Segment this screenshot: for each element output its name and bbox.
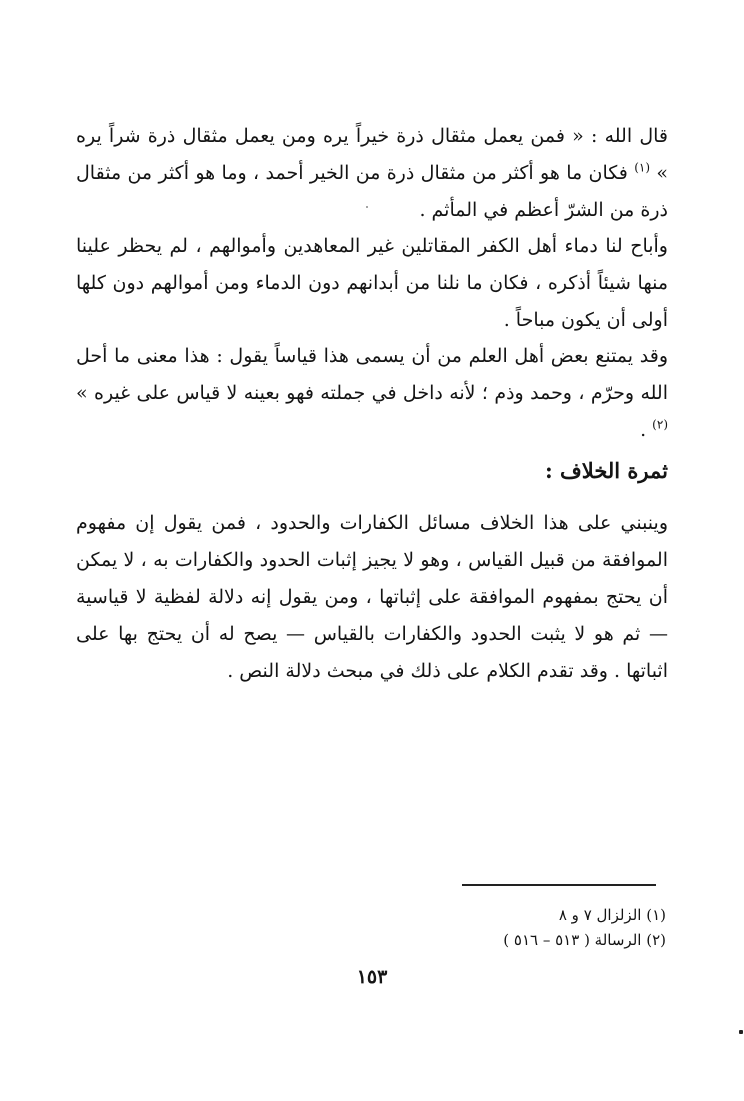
paragraph-objection	[76, 338, 668, 449]
page-number: ١٥٣	[356, 966, 388, 988]
scan-speck	[366, 206, 368, 208]
paragraph-text	[76, 118, 668, 229]
quote-continuation: فكان ما هو أكثر من مثقال ذرة من الخير أحمد ، وما هو أكثر من مثقال ذرة من الشرّ أعظم في المأثم .	[76, 162, 668, 221]
footnote-2: (٢) الرسالة ( ٥١٣ – ٥١٦ )	[503, 931, 666, 949]
paragraph-text: وينبني على هذا الخلاف مسائل الكفارات والحدود ، فمن يقول إن مفهوم الموافقة من قبيل القياس ، وهو لا يجيز إثبات الحدود والكفارات به ، لا يمكن أن يحتج بمفهوم الموافقة على إثباتها ، ومن يقول إنه دلالة لفظية لا قياسية — ثم هو لا يثبت الحدود والكفارات بالقياس — يصح له أن يحتج بها على اثباتها . وقد تقدم الكلام على ذلك في مبحث دلالة النص .	[76, 512, 668, 682]
paragraph-permission	[76, 228, 668, 339]
footnote-reference-1[interactable]: (١)	[634, 160, 651, 175]
paragraph-consequence	[76, 505, 668, 690]
footnote-1: (١) الزلزال ٧ و ٨	[558, 906, 666, 924]
footnote-reference-2[interactable]: (٢)	[652, 417, 668, 432]
scan-edge-mark	[739, 1030, 743, 1034]
footnote-divider	[462, 884, 656, 886]
paragraph-text: وأباح لنا دماء أهل الكفر المقاتلين غير المعاهدين وأموالهم ، لم يحظر علينا منها شيئاً أذكره ، فكان ما نلنا من أبدانهم دون الدماء ومن أموالهم دون كلها أولى أن يكون مباحاً .	[76, 235, 668, 331]
section-heading: ثمرة الخلاف :	[544, 458, 668, 483]
objection-text: وقد يمتنع بعض أهل العلم من أن يسمى هذا قياساً يقول : هذا معنى ما أحل الله وحرّم ، وحمد وذم ؛ لأنه داخل في جملته فهو بعينه لا قياس على غيره »	[76, 345, 668, 404]
sentence-end: .	[640, 419, 647, 441]
paragraph-text	[76, 338, 668, 449]
paragraph-quran-quote	[76, 118, 668, 229]
quote-text: قال الله : « فمن يعمل مثقال ذرة خيراً يره ومن يعمل مثقال ذرة شراً يره »	[76, 125, 668, 184]
